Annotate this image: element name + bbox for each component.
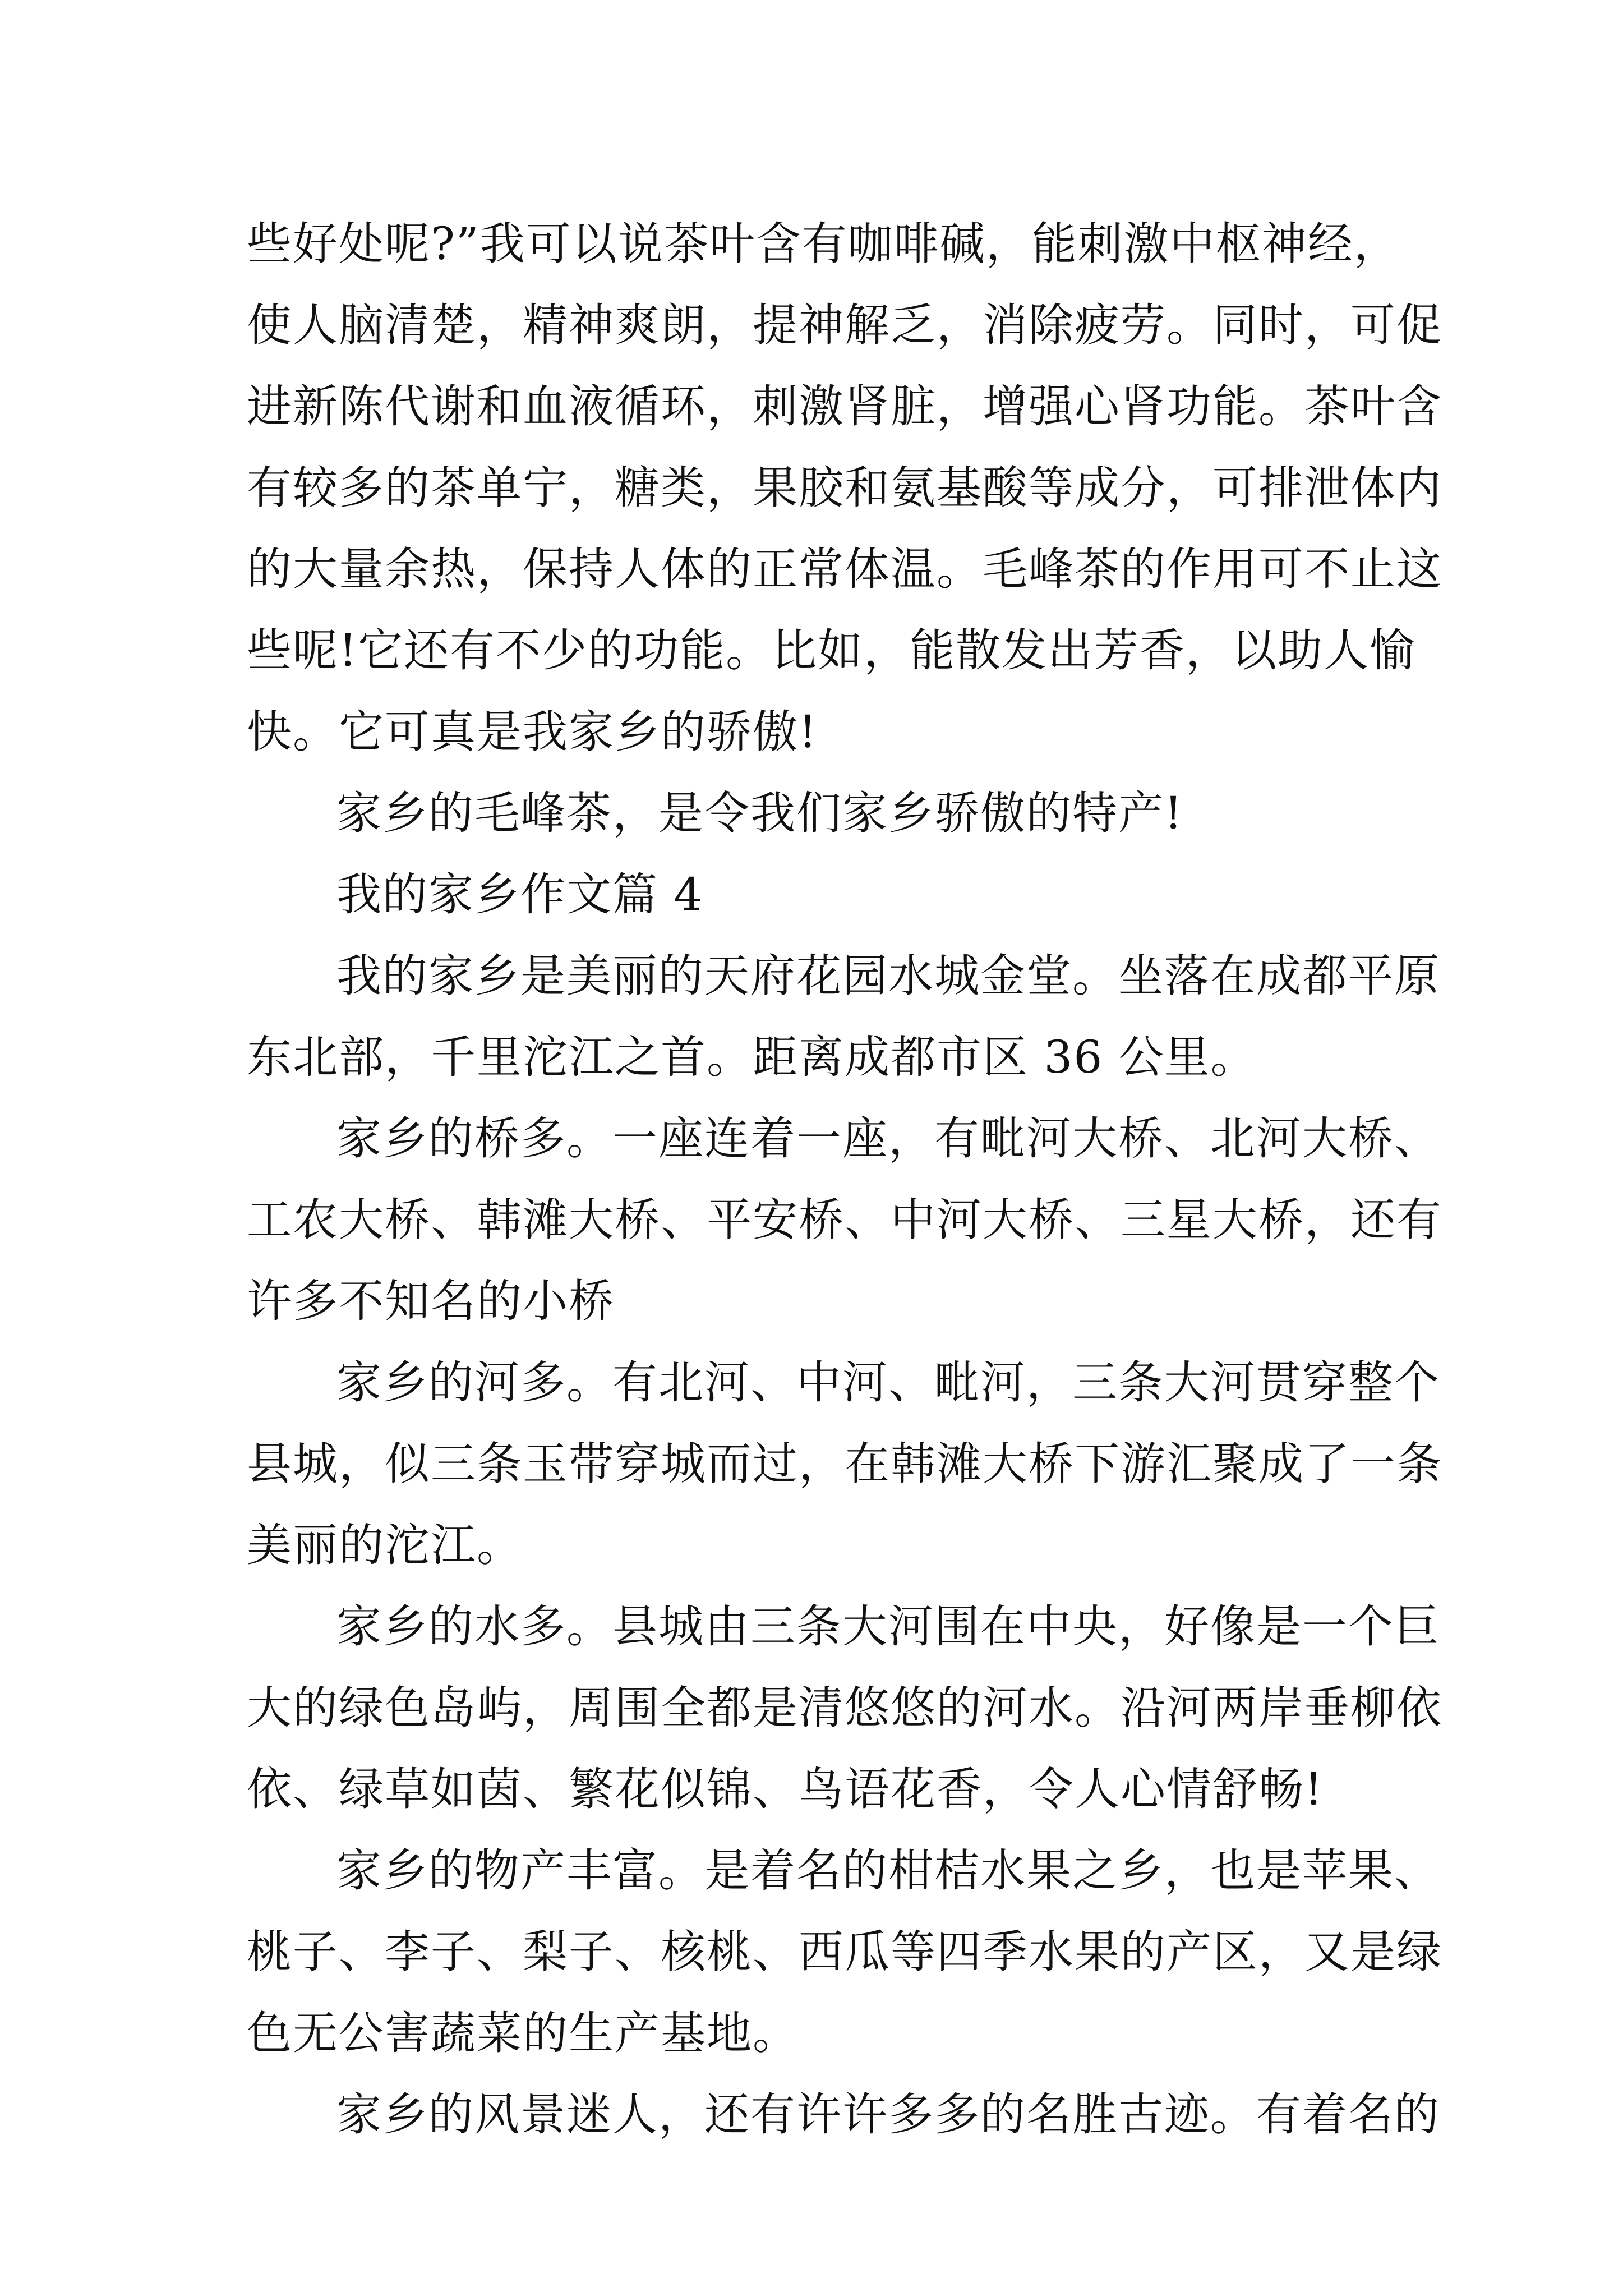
paragraph-line: 家乡的桥多。一座连着一座，有毗河大桥、北河大桥、 xyxy=(336,1112,1440,1165)
text-line: 快。它可真是我家乡的骄傲! xyxy=(247,706,818,758)
text-line: 些呢!它还有不少的功能。比如，能散发出芳香，以助人愉 xyxy=(247,624,1416,677)
paragraph-line: 家乡的水多。县城由三条大河围在中央，好像是一个巨 xyxy=(336,1600,1440,1653)
text-line: 东北部，千里沱江之首。距离成都市区 36 公里。 xyxy=(247,1031,1257,1083)
paragraph-line: 家乡的河多。有北河、中河、毗河，三条大河贯穿整个 xyxy=(336,1356,1440,1409)
text-line: 些好处呢?”我可以说茶叶含有咖啡碱，能刺激中枢神经， xyxy=(247,218,1400,270)
text-line: 工农大桥、韩滩大桥、平安桥、中河大桥、三星大桥，还有 xyxy=(247,1194,1442,1246)
text-line: 许多不知名的小桥 xyxy=(247,1275,615,1327)
paragraph-line: 我的家乡是美丽的天府花园水城金堂。坐落在成都平原 xyxy=(336,950,1440,1002)
text-line: 的大量余热，保持人体的正常体温。毛峰茶的作用可不止这 xyxy=(247,543,1442,595)
section-heading: 我的家乡作文篇 4 xyxy=(336,868,704,921)
text-line: 美丽的沱江。 xyxy=(247,1519,523,1571)
text-line: 色无公害蔬菜的生产基地。 xyxy=(247,2007,799,2059)
text-line: 使人脑清楚，精神爽朗，提神解乏，消除疲劳。同时，可促 xyxy=(247,299,1442,351)
paragraph-line: 家乡的物产丰富。是着名的柑桔水果之乡，也是苹果、 xyxy=(336,1844,1440,1897)
text-line: 依、绿草如茵、繁花似锦、鸟语花香，令人心情舒畅! xyxy=(247,1763,1324,1815)
text-line: 县城，似三条玉带穿城而过，在韩滩大桥下游汇聚成了一条 xyxy=(247,1438,1442,1490)
paragraph-line: 家乡的风景迷人，还有许许多多的名胜古迹。有着名的 xyxy=(336,2088,1440,2141)
text-line: 大的绿色岛屿，周围全都是清悠悠的河水。沿河两岸垂柳依 xyxy=(247,1682,1442,1734)
text-line: 有较多的茶单宁，糖类，果胶和氨基酸等成分，可排泄体内 xyxy=(247,462,1442,514)
text-line: 进新陈代谢和血液循环，刺激肾脏，增强心肾功能。茶叶含 xyxy=(247,380,1442,432)
text-line: 桃子、李子、梨子、核桃、西瓜等四季水果的产区，又是绿 xyxy=(247,1926,1442,1978)
paragraph-line: 家乡的毛峰茶，是令我们家乡骄傲的特产! xyxy=(336,787,1184,839)
